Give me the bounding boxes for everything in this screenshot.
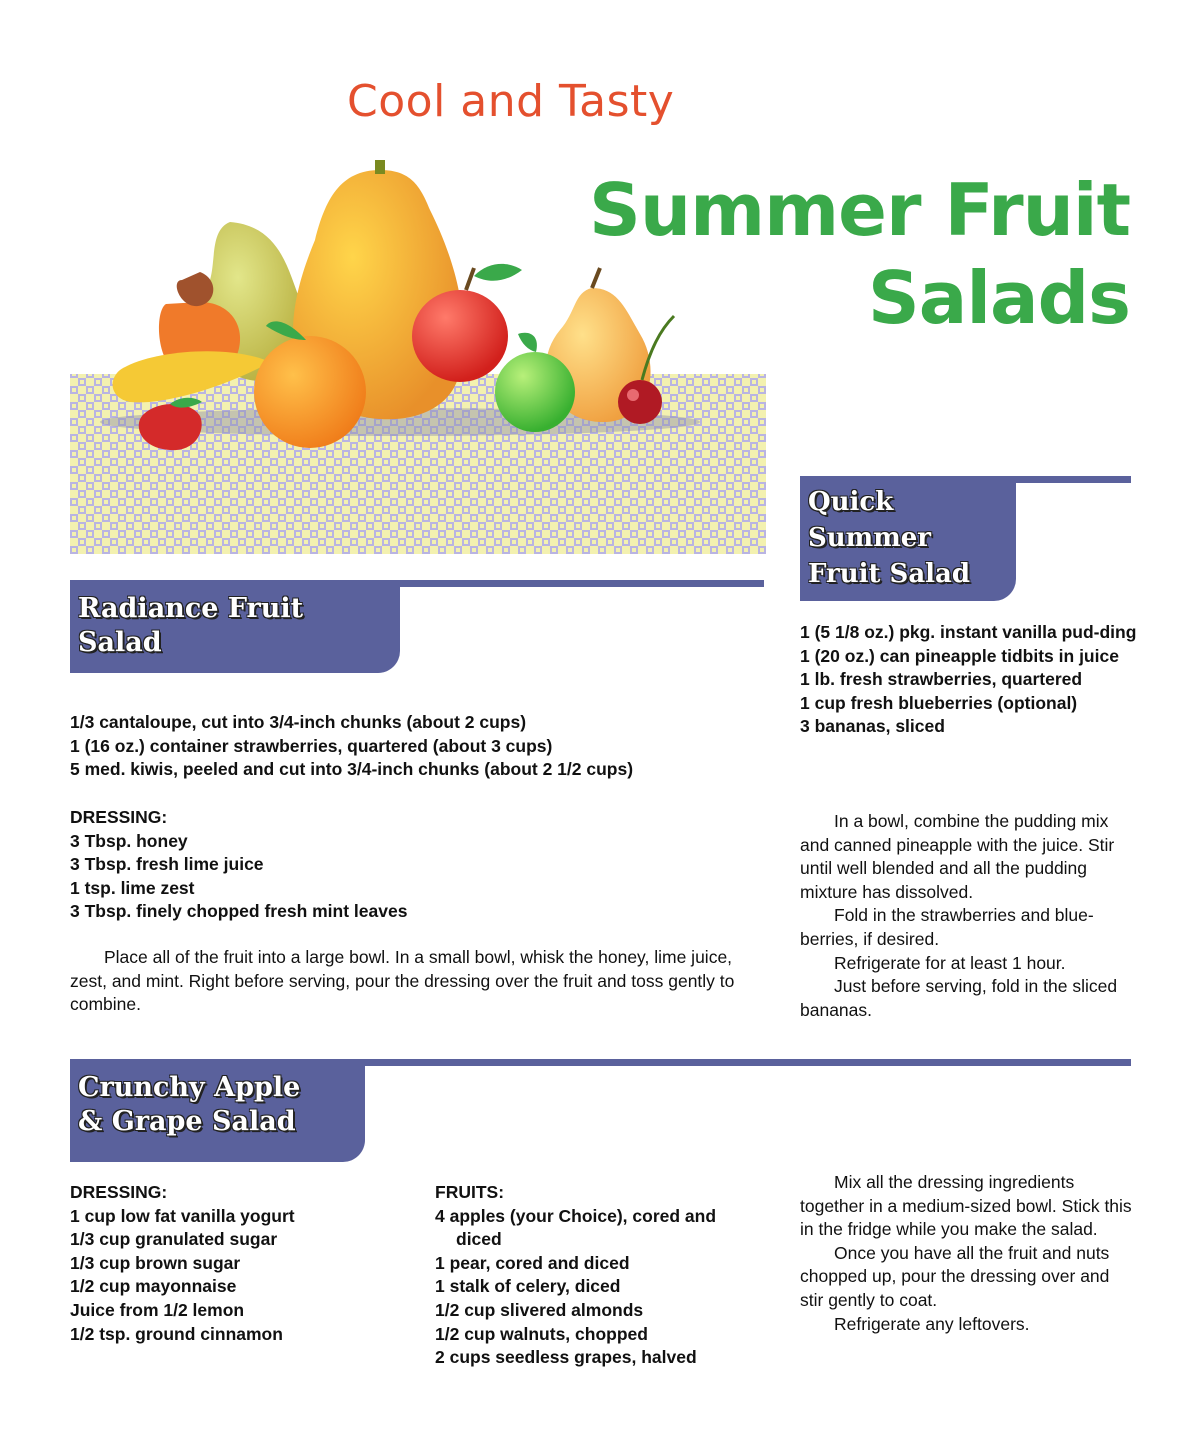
ingredient-line: 4 apples (your Choice), cored and diced	[435, 1205, 717, 1250]
radiance-directions	[70, 946, 765, 1017]
direction-paragraph: In a bowl, combine the pudding mix and canned pineapple with the juice. Stir until well blended and all the pudding mixture has dissolved.	[800, 811, 1115, 902]
radiance-title-line-1: Radiance Fruit	[78, 593, 304, 624]
direction-paragraph: Fold in the strawberries and blue-berries, if desired.	[800, 905, 1094, 949]
ingredient-line: 3 Tbsp. finely chopped fresh mint leaves	[70, 901, 408, 922]
ingredient-line: 5 med. kiwis, peeled and cut into 3/4-inch chunks (about 2 1/2 cups)	[70, 759, 634, 780]
kicker-title: Cool and Tasty	[347, 76, 675, 127]
direction-paragraph: Refrigerate for at least 1 hour.	[834, 952, 1066, 973]
ingredient-line: 1 stalk of celery, diced	[435, 1276, 621, 1297]
ingredient-line: 3 Tbsp. fresh lime juice	[70, 854, 264, 875]
radiance-ingredients	[70, 711, 770, 782]
radiance-dressing	[70, 806, 770, 924]
quick-title-band	[800, 480, 1016, 601]
quick-title-line-3: Fruit Salad	[808, 559, 971, 589]
quick-directions	[800, 810, 1135, 1022]
direction-paragraph: Refrigerate any leftovers.	[834, 1313, 1030, 1334]
ingredient-line: 1 (16 oz.) container strawberries, quartered (about 3 cups)	[70, 735, 553, 756]
ingredient-line: 3 Tbsp. honey	[70, 830, 188, 851]
direction-paragraph: Just before serving, fold in the sliced bananas.	[800, 976, 1118, 1020]
radiance-title-band	[70, 584, 400, 673]
ingredient-line: 2 cups seedless grapes, halved	[435, 1347, 697, 1368]
fruits-label: FRUITS:	[435, 1182, 505, 1202]
ingredient-line: 1/3 cantaloupe, cut into 3/4-inch chunks (about 2 cups)	[70, 712, 527, 732]
ingredient-line: 1 pear, cored and diced	[435, 1252, 630, 1273]
crunchy-title	[78, 1071, 355, 1139]
quick-ingredients	[800, 621, 1140, 739]
crunchy-title-band	[70, 1063, 365, 1162]
ingredient-line: 1/3 cup granulated sugar	[70, 1229, 278, 1250]
crunchy-title-line-2: & Grape Salad	[78, 1106, 296, 1137]
quick-title	[808, 484, 1006, 592]
ingredient-line: 1 tsp. lime zest	[70, 877, 195, 898]
direction-paragraph: Mix all the dressing ingredients together in a medium-sized bowl. Stick this in the fridge while you make the salad.	[800, 1172, 1132, 1240]
ingredient-line: 1 cup fresh blueberries (optional)	[800, 692, 1078, 713]
ingredient-line: 1/2 cup mayonnaise	[70, 1276, 237, 1297]
ingredient-line: 1/3 cup brown sugar	[70, 1252, 241, 1273]
ingredient-line: 1/2 tsp. ground cinnamon	[70, 1323, 283, 1344]
ingredient-line: 1 lb. fresh strawberries, quartered	[800, 669, 1083, 690]
direction-paragraph: Once you have all the fruit and nuts chopped up, pour the dressing over and stir gently to coat.	[800, 1242, 1110, 1310]
crunchy-directions	[800, 1171, 1135, 1336]
quick-title-line-2: Summer	[808, 523, 931, 553]
ingredient-line: 1 (5 1/8 oz.) pkg. instant vanilla pud-ding	[800, 622, 1137, 642]
ingredient-line: 1/2 cup slivered almonds	[435, 1299, 644, 1320]
ingredient-line: 3 bananas, sliced	[800, 716, 945, 737]
ingredient-line: 1/2 cup walnuts, chopped	[435, 1323, 648, 1344]
quick-title-line-1: Quick	[808, 487, 894, 517]
dressing-label: DRESSING:	[70, 1182, 168, 1202]
crunchy-fruits	[435, 1181, 765, 1370]
fruit-illustration	[70, 130, 766, 554]
radiance-title-line-2: Salad	[78, 627, 162, 658]
dressing-label: DRESSING:	[70, 807, 168, 827]
ingredient-line: Juice from 1/2 lemon	[70, 1299, 245, 1320]
title-line-2: Salads	[867, 256, 1130, 340]
crunchy-dressing	[70, 1181, 410, 1346]
direction-paragraph: Place all of the fruit into a large bowl. In a small bowl, whisk the honey, lime juice, zest, and mint. Right before serving, pour the dressing over the fruit and toss gently to combine.	[70, 947, 735, 1015]
ingredient-line: 1 cup low fat vanilla yogurt	[70, 1205, 295, 1226]
ingredient-line: 1 (20 oz.) can pineapple tidbits in juice	[800, 645, 1119, 666]
crunchy-title-line-1: Crunchy Apple	[78, 1072, 301, 1103]
radiance-title	[78, 592, 390, 660]
title-line-1: Summer Fruit	[588, 168, 1130, 252]
